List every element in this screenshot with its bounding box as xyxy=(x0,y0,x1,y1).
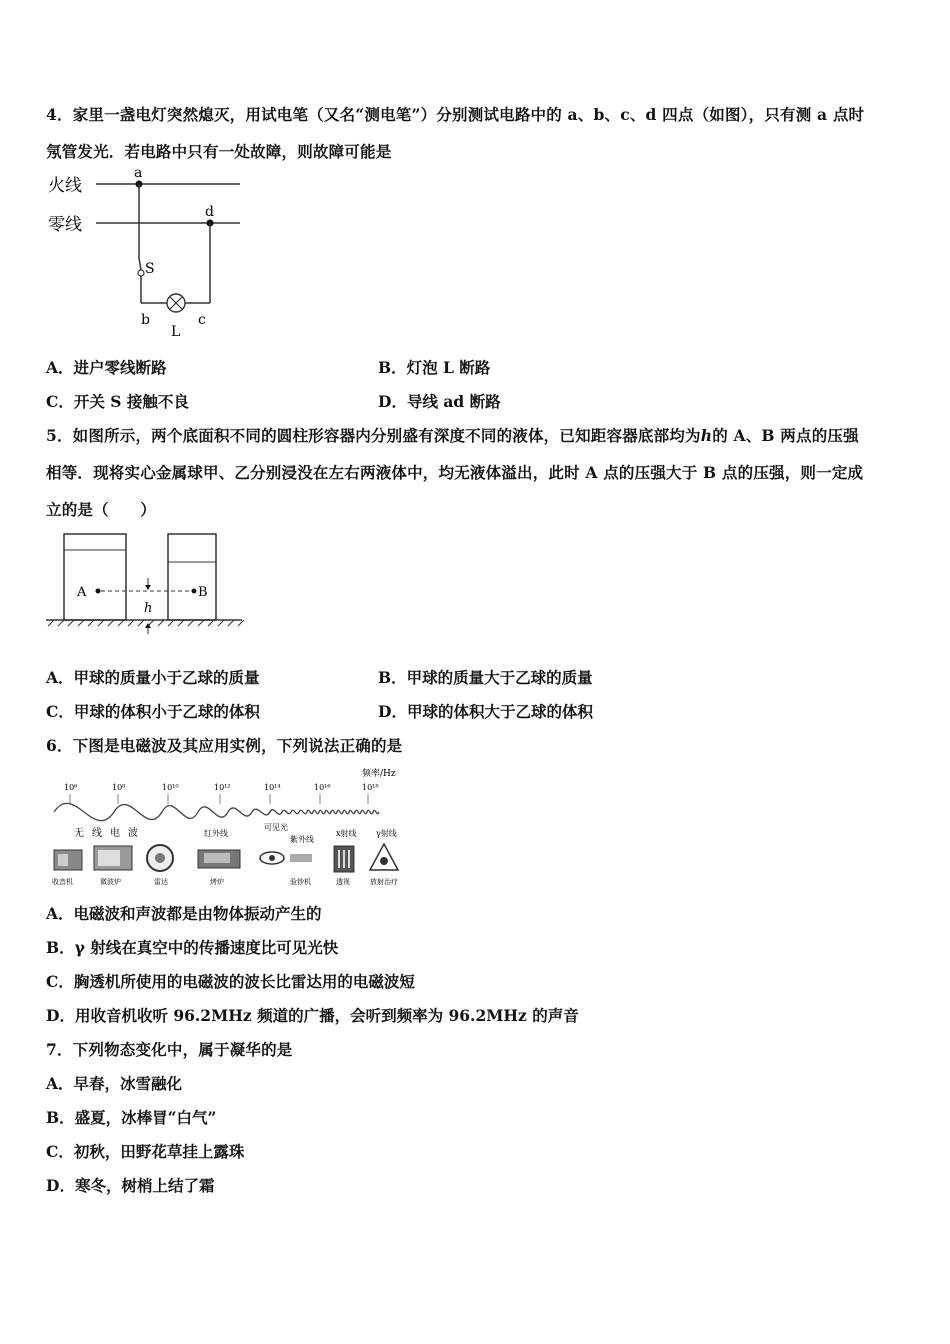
q4-lamp-label: L xyxy=(171,324,181,340)
q4-point-b: b xyxy=(141,312,150,328)
q6-band-uv: 紫外线 xyxy=(290,835,314,844)
q4-live-wire-label: 火线 xyxy=(48,176,82,196)
q6-app-label-radar: 雷达 xyxy=(154,878,168,886)
q5-option-a[interactable]: A．甲球的质量小于乙球的质量 xyxy=(46,668,260,687)
q5-containers-diagram xyxy=(44,530,246,638)
q6-app-label-radio: 收音机 xyxy=(52,878,73,886)
q5-stem-line3: 立的是（ ） xyxy=(46,500,156,519)
q6-tick-3: 10¹² xyxy=(214,783,231,792)
q6-option-d[interactable]: D．用收音机收听 96.2MHz 频道的广播，会听到频率为 96.2MHz 的声音 xyxy=(46,1006,579,1025)
q6-band-gamma: γ射线 xyxy=(376,829,397,838)
q4-point-a: a xyxy=(134,166,143,181)
q5-height-label: h xyxy=(144,601,153,616)
q6-app-oven-icon xyxy=(198,850,240,868)
q6-app-label-oven: 烤炉 xyxy=(210,878,224,886)
q6-band-radio: 无线电波 xyxy=(74,828,146,839)
q7-option-b[interactable]: B．盛夏，冰棒冒“白气” xyxy=(46,1108,217,1127)
q4-option-d[interactable]: D．导线 ad 断路 xyxy=(378,392,501,411)
q6-stem: 6．下图是电磁波及其应用实例，下列说法正确的是 xyxy=(46,736,403,755)
q4-point-d: d xyxy=(205,204,214,220)
q4-option-b[interactable]: B．灯泡 L 断路 xyxy=(378,358,491,377)
q6-app-label-money-checker: 验钞机 xyxy=(290,878,311,886)
q7-option-d[interactable]: D．寒冬，树梢上结了霜 xyxy=(46,1176,215,1195)
q4-stem-line1: 4．家里一盏电灯突然熄灭，用试电笔（又名“测电笔”）分别测试电路中的 a、b、c、d 四点（如图），只有测 a 点时 xyxy=(46,105,865,124)
q5-stem-line1-pre: 5．如图所示，两个底面积不同的圆柱形容器内分别盛有深度不同的液体，已知距容器底部均为 xyxy=(46,426,701,445)
q6-spectrum-diagram xyxy=(44,764,410,888)
q6-app-radio-icon xyxy=(54,850,82,870)
q5-point-b-label: B xyxy=(198,585,208,600)
q6-app-label-xray: 透视 xyxy=(336,878,350,886)
q5-stem-line1-post: 的 A、B 两点的压强 xyxy=(712,426,859,445)
q5-option-d[interactable]: D．甲球的体积大于乙球的体积 xyxy=(378,702,593,721)
q6-band-infrared: 红外线 xyxy=(204,829,228,838)
q6-app-label-radiation: 放射治疗 xyxy=(370,878,398,886)
q5-stem-line1 xyxy=(46,424,859,446)
q6-app-xray-icon xyxy=(334,846,354,872)
q4-neutral-wire-label: 零线 xyxy=(48,215,82,235)
q4-stem-line2: 氖管发光．若电路中只有一处故障，则故障可能是 xyxy=(46,142,392,161)
q6-tick-5: 10¹⁶ xyxy=(314,783,331,792)
q7-stem: 7．下列物态变化中，属于凝华的是 xyxy=(46,1040,293,1059)
q6-option-c[interactable]: C．胸透机所使用的电磁波的波长比雷达用的电磁波短 xyxy=(46,972,415,991)
q6-option-b[interactable]: B．γ 射线在真空中的传播速度比可见光快 xyxy=(46,938,339,957)
q6-tick-4: 10¹⁴ xyxy=(264,783,281,792)
q4-circuit-diagram xyxy=(46,166,246,341)
q6-app-money-checker-icon xyxy=(260,852,312,864)
q6-option-a[interactable]: A．电磁波和声波都是由物体振动产生的 xyxy=(46,904,322,923)
q5-stem-line2: 相等．现将实心金属球甲、乙分别浸没在左右两液体中，均无液体溢出，此时 A 点的压强大于 B 点的压强，则一定成 xyxy=(46,463,864,482)
q6-app-radar-icon xyxy=(147,845,173,871)
q5-point-a-label: A xyxy=(77,585,87,600)
q4-point-c: c xyxy=(198,312,206,328)
q4-switch-label: S xyxy=(145,261,155,277)
q6-tick-0: 10⁶ xyxy=(64,783,78,792)
q6-app-label-microwave: 微波炉 xyxy=(100,878,121,886)
q6-band-visible: 可见光 xyxy=(264,823,288,832)
q7-option-a[interactable]: A．早春，冰雪融化 xyxy=(46,1074,183,1093)
q6-tick-2: 10¹⁰ xyxy=(162,783,179,792)
q5-stem-h: h xyxy=(700,426,713,445)
q4-option-a[interactable]: A．进户零线断路 xyxy=(46,358,167,377)
q5-option-c[interactable]: C．甲球的体积小于乙球的体积 xyxy=(46,702,260,721)
q5-option-b[interactable]: B．甲球的质量大于乙球的质量 xyxy=(378,668,593,687)
q7-option-c[interactable]: C．初秋，田野花草挂上露珠 xyxy=(46,1142,245,1161)
q6-app-radiation-icon xyxy=(370,844,398,870)
q6-band-xray: x射线 xyxy=(336,829,357,838)
q6-freq-label: 频率/Hz xyxy=(362,769,396,779)
q6-app-microwave-icon xyxy=(94,846,132,870)
q6-tick-6: 10¹⁸ xyxy=(362,783,379,792)
q4-option-c[interactable]: C．开关 S 接触不良 xyxy=(46,392,189,411)
q6-tick-1: 10⁸ xyxy=(112,783,126,792)
